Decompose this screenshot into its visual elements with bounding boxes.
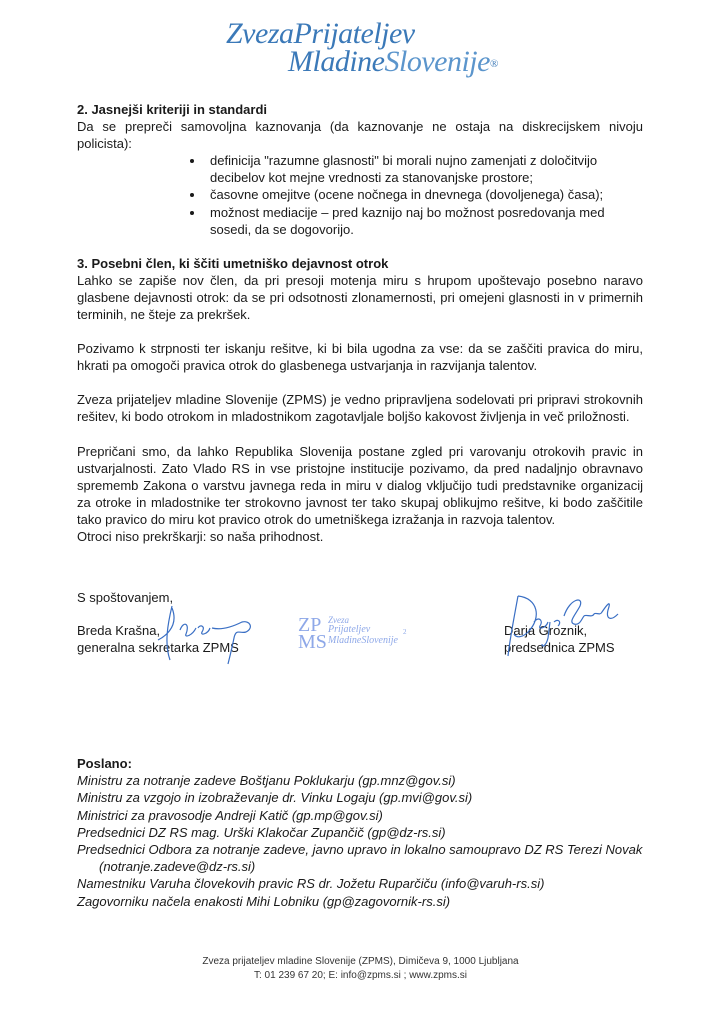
- stamp-zp: ZP: [298, 614, 322, 636]
- section-2-bullet-list: [77, 152, 643, 237]
- page-footer: [0, 955, 721, 983]
- handwritten-signature-right: [498, 588, 628, 660]
- registered-mark: ®: [489, 58, 498, 70]
- recipients-block: [77, 755, 677, 910]
- logo-word-zveza: Zveza: [226, 17, 294, 50]
- section-3-text: Lahko se zapiše nov člen, da pri presoji motenja miru s hrupom upoštevajo posebno naravo glasbene dejavnosti otrok: da se pri odsotnosti zlonamernosti, pri omejeni glasnosti in v primernih terminih, ne šteje za prekršek.: [77, 272, 643, 323]
- stamp-ms: MS: [298, 631, 327, 653]
- paragraph: Pozivamo k strpnosti ter iskanju rešitve, ki bi bila ugodna za vse: da se zaščiti pravica do miru, hkrati pa omogoči pravica otrok do glasbenega ustvarjanja in razvijanja talentov.: [77, 341, 643, 374]
- paragraph: Prepričani smo, da lahko Republika Slovenija postane zgled pri varovanju otrokovih pravic in ustvarjalnosti. Zato Vlado RS in vse pristojne institucije pozivamo, da pred nadaljnjo obravnavo sprememb Zakona o varstvu javnega reda in miru v dialog vključijo tudi predstavnike organizacij za otroke in mladostnike ter strokovno javnost ter tako skupaj oblikujmo rešitve, ki bodo zaščitile tako pravico do miru kot pravico otrok do umetniškega izražanja in razvoja talentov.: [77, 443, 643, 527]
- signatory-right-title: predsednica ZPMS: [504, 640, 615, 655]
- bullet-item: časovne omejitve (ocene nočnega in dnevnega (dovoljenega) časa);: [188, 186, 643, 203]
- stamp-text-zveza: Zveza: [328, 615, 349, 625]
- recipient-item: Ministrici za pravosodje Andreji Katič (gp.mp@gov.si): [77, 807, 383, 823]
- zpms-logo: [226, 18, 526, 84]
- recipient-item: Namestniku Varuha človekovih pravic RS dr. Jožetu Ruparčiču (info@varuh-rs.si): [77, 876, 545, 892]
- logo-word-prijateljev: Prijateljev: [293, 17, 415, 50]
- recipient-item: Ministru za notranje zadeve Boštjanu Poklukarju (gp.mnz@gov.si): [77, 773, 456, 789]
- section-2-intro: Da se prepreči samovoljna kaznovanja (da kaznovanje ne ostaja na diskrecijskem nivoju policista):: [77, 119, 643, 152]
- zpms-stamp: [298, 616, 418, 661]
- recipients-heading: Poslano:: [77, 756, 132, 771]
- bullet-item: definicija "razumne glasnosti" bi morali nujno zamenjati z določitvijo decibelov kot mejne vrednosti za stanovanjske prostore;: [188, 152, 643, 186]
- logo-word-mladine: Mladine: [288, 45, 385, 78]
- stamp-text-mladine-slovenije: MladineSlovenije: [328, 635, 398, 646]
- stamp-text-prijateljev: Prijateljev: [328, 624, 371, 635]
- footer-address: Zveza prijateljev mladine Slovenije (ZPMS), Dimičeva 9, 1000 Ljubljana: [202, 956, 519, 967]
- recipient-item: Predsednici DZ RS mag. Urški Klakočar Zupančič (gp@dz-rs.si): [77, 824, 446, 840]
- footer-contacts: T: 01 239 67 20; E: info@zpms.si ; www.zpms.si: [253, 970, 467, 981]
- greeting: S spoštovanjem,: [77, 590, 174, 605]
- section-3-heading: 3. Posebni člen, ki ščiti umetniško dejavnost otrok: [77, 255, 389, 271]
- logo-word-slovenije: Slovenije: [384, 45, 490, 78]
- letter-body: [77, 101, 643, 545]
- stamp-number: 2: [403, 628, 407, 636]
- recipient-item: Ministru za vzgojo in izobraževanje dr. Vinku Logaju (gp.mvi@gov.si): [77, 790, 473, 806]
- signatory-left-name: Breda Krašna,: [77, 623, 161, 638]
- section-2-heading: 2. Jasnejši kriteriji in standardi: [77, 102, 268, 117]
- recipient-item-continuation: (notranje.zadeve@dz-rs.si): [99, 859, 256, 875]
- recipient-item: Predsednici Odbora za notranje zadeve, javno upravo in lokalno samoupravo DZ RS Terezi Novak: [77, 842, 643, 858]
- signatory-right-name: Darja Groznik,: [504, 623, 588, 638]
- bullet-item: možnost mediacije – pred kaznijo naj bo možnost posredovanja med sosedi, da se dogovorijo.: [188, 204, 643, 238]
- paragraph: Zveza prijateljev mladine Slovenije (ZPMS) je vedno pripravljena sodelovati pri pripravi strokovnih rešitev, ki bodo otrokom in mladostnikom zagotavljale boljšo kakovost življenja in več priložnosti.: [77, 392, 643, 425]
- recipient-item: Zagovorniku načela enakosti Mihi Lobniku (gp@zagovornik-rs.si): [77, 893, 451, 909]
- signatory-left-title: generalna sekretarka ZPMS: [77, 640, 239, 655]
- handwritten-signature-left: [150, 598, 260, 668]
- closing-line: Otroci niso prekrškarji: so naša prihodnost.: [77, 528, 324, 544]
